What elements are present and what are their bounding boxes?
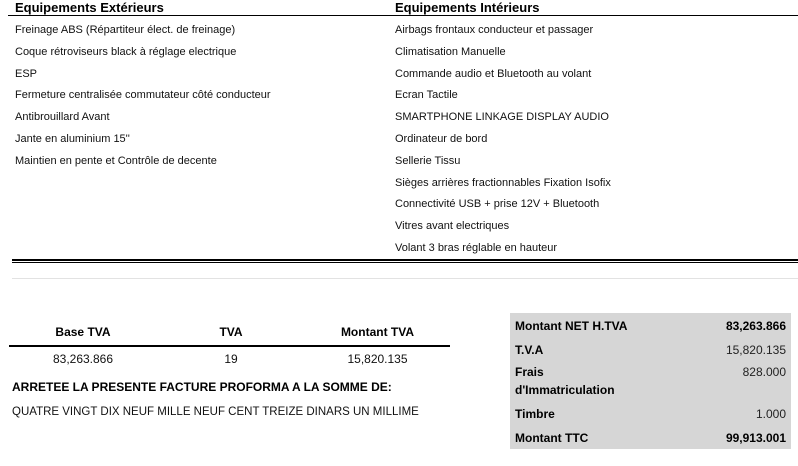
list-item: Jante en aluminium 15'' (15, 132, 130, 145)
list-item: Freinage ABS (Répartiteur élect. de freinage) (15, 24, 236, 36)
amount-in-words: QUATRE VINGT DIX NEUF MILLE NEUF CENT TREIZE DINARS UN MILLIME (12, 406, 419, 418)
list-item: Volant 3 bras réglable en hauteur (395, 241, 558, 254)
list-item: Maintien en pente et Contrôle de decente (15, 154, 217, 167)
list-item: Antibrouillard Avant (15, 111, 110, 124)
frais-label-line1: Frais (515, 365, 544, 379)
header-divider (8, 15, 798, 16)
tva-table (9, 322, 450, 370)
list-item: Climatisation Manuelle (395, 45, 506, 58)
list-item: Vitres avant electriques (395, 220, 510, 233)
list-item: Sellerie Tissu (395, 154, 461, 167)
ttc-value: 99,913.001 (725, 431, 786, 445)
list-item: Airbags frontaux conducteur et passager (395, 24, 594, 36)
ttc-label: Montant TTC (515, 431, 589, 445)
list-item: Fermeture centralisée commutateur côté conducteur (15, 89, 271, 102)
list-item: Ordinateur de bord (395, 132, 488, 145)
list-item: Sièges arrières fractionnables Fixation Isofix (395, 176, 611, 189)
column-header-tva: TVA (219, 325, 243, 339)
net-value: 83,263.866 (725, 319, 786, 333)
list-item: Connectivité USB + prise 12V + Bluetooth (395, 198, 600, 211)
list-item: Coque rétroviseurs black à réglage electrique (15, 45, 237, 58)
frais-label-line2: d'Immatriculation (515, 383, 615, 397)
list-item: SMARTPHONE LINKAGE DISPLAY AUDIO (395, 111, 609, 124)
proforma-statement: ARRETEE LA PRESENTE FACTURE PROFORMA A LA SOMME DE: (12, 380, 392, 394)
exterior-equipment-title: Equipements Extérieurs (15, 0, 164, 15)
list-item: Ecran Tactile (395, 89, 458, 102)
exterior-equipment-list (15, 20, 271, 173)
list-item: ESP (15, 67, 38, 80)
section-divider-thick (12, 259, 798, 261)
net-label: Montant NET H.TVA (515, 319, 628, 333)
totals-box (510, 313, 791, 449)
frais-value: 828.000 (742, 365, 786, 379)
column-header-montant-tva: Montant TVA (340, 325, 415, 339)
column-header-base-tva: Base TVA (55, 325, 111, 339)
tva-value: 15,820.135 (725, 343, 786, 357)
interior-equipment-list (395, 20, 611, 260)
list-item: Commande audio et Bluetooth au volant (395, 67, 592, 80)
tva-table-header (9, 322, 450, 346)
cell-base-tva: 83,263.866 (52, 352, 114, 366)
section-divider-thin (12, 262, 798, 263)
timbre-label: Timbre (515, 407, 555, 421)
timbre-value: 1.000 (755, 407, 786, 421)
cell-montant-tva: 15,820.135 (347, 352, 408, 366)
interior-equipment-title: Equipements Intérieurs (395, 0, 540, 15)
tva-label: T.V.A (515, 343, 544, 357)
table-row (9, 346, 450, 370)
light-divider (12, 278, 798, 279)
cell-tva-rate: 19 (224, 352, 238, 366)
